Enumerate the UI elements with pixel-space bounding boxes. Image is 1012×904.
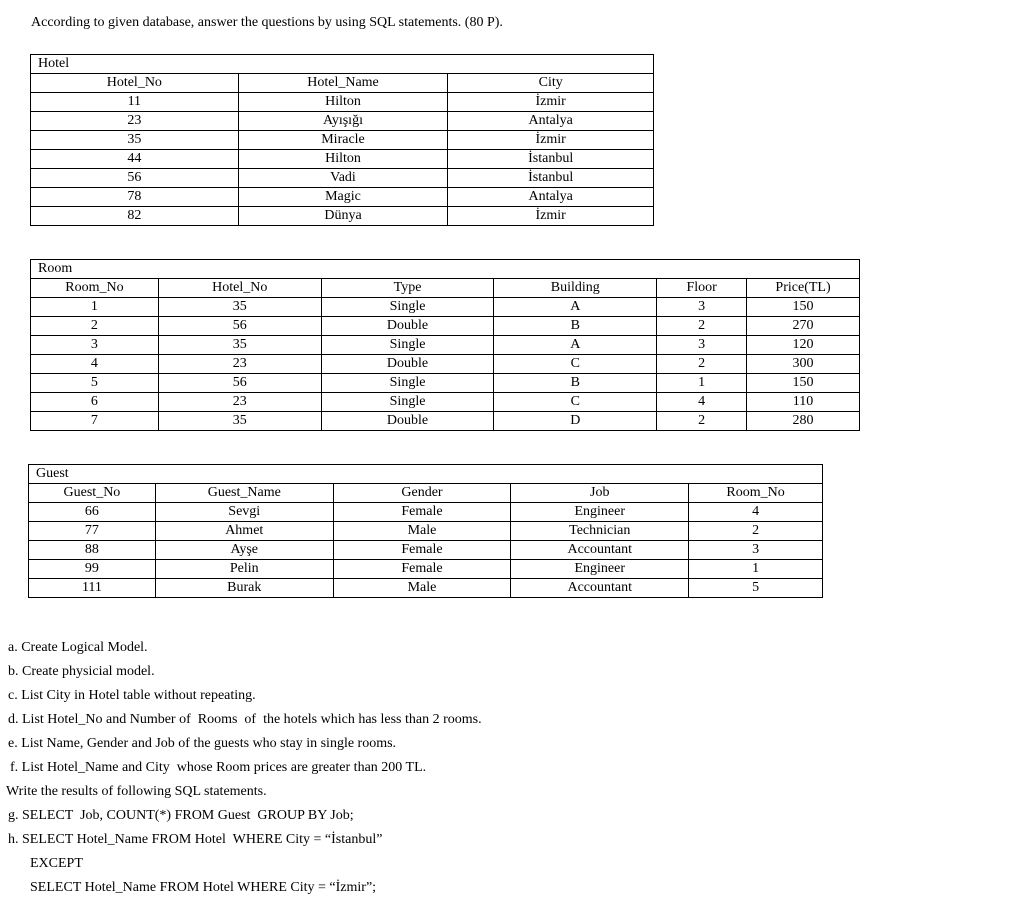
table-cell: 2 [31, 317, 159, 336]
column-header: Room_No [689, 484, 823, 503]
table-cell: 110 [747, 393, 860, 412]
hotel-table-title: Hotel [31, 55, 654, 74]
column-header: Guest_No [29, 484, 156, 503]
table-row [31, 112, 654, 131]
table-cell: Hilton [238, 150, 448, 169]
table-cell: Antalya [448, 188, 654, 207]
table-cell: Accountant [511, 579, 689, 598]
table-cell: 150 [747, 374, 860, 393]
table-cell: İstanbul [448, 150, 654, 169]
table-row [31, 169, 654, 188]
table-cell: 2 [689, 522, 823, 541]
table-cell: 2 [657, 355, 747, 374]
guest-table-title: Guest [29, 465, 823, 484]
table-cell: A [494, 336, 657, 355]
question-e: e. List Name, Gender and Job of the guests who stay in single rooms. [8, 736, 397, 751]
table-row [31, 131, 654, 150]
table-cell: Engineer [511, 503, 689, 522]
table-cell: 1 [689, 560, 823, 579]
table-row [31, 374, 860, 393]
hotel-table [30, 54, 654, 226]
table-cell: 3 [31, 336, 159, 355]
column-header: Building [494, 279, 657, 298]
table-header-row [31, 74, 654, 93]
table-cell: Technician [511, 522, 689, 541]
table-cell: 2 [657, 412, 747, 431]
table-cell: İzmir [448, 131, 654, 150]
table-cell: 23 [158, 355, 321, 374]
table-cell: Single [321, 393, 494, 412]
table-cell: 35 [31, 131, 239, 150]
table-row [29, 541, 823, 560]
table-cell: 82 [31, 207, 239, 226]
table-row [31, 188, 654, 207]
table-cell: Male [333, 579, 511, 598]
table-cell: Male [333, 522, 511, 541]
column-header: Hotel_No [158, 279, 321, 298]
table-cell: 4 [657, 393, 747, 412]
question-c: c. List City in Hotel table without repeating. [8, 688, 256, 703]
table-cell: Pelin [155, 560, 333, 579]
table-cell: Ayşe [155, 541, 333, 560]
table-cell: 66 [29, 503, 156, 522]
question-h-second-select: SELECT Hotel_Name FROM Hotel WHERE City = “İzmir”; [30, 880, 377, 895]
table-cell: Dünya [238, 207, 448, 226]
table-cell: 300 [747, 355, 860, 374]
table-cell: 78 [31, 188, 239, 207]
table-cell: Engineer [511, 560, 689, 579]
table-cell: 1 [657, 374, 747, 393]
sql-section-intro: Write the results of following SQL statements. [6, 784, 267, 799]
table-cell: Single [321, 298, 494, 317]
question-h-except: EXCEPT [30, 856, 83, 871]
table-cell: 111 [29, 579, 156, 598]
guest-table [28, 464, 823, 598]
table-cell: C [494, 355, 657, 374]
table-cell: Female [333, 541, 511, 560]
table-cell: 120 [747, 336, 860, 355]
table-cell: 6 [31, 393, 159, 412]
table-cell: D [494, 412, 657, 431]
table-cell: 4 [31, 355, 159, 374]
table-cell: 56 [158, 317, 321, 336]
column-header: Price(TL) [747, 279, 860, 298]
table-row [31, 150, 654, 169]
table-row [29, 503, 823, 522]
table-row [29, 579, 823, 598]
table-cell: 44 [31, 150, 239, 169]
table-cell: 5 [689, 579, 823, 598]
table-row [31, 207, 654, 226]
question-d: d. List Hotel_No and Number of Rooms of the hotels which has less than 2 rooms. [8, 712, 482, 727]
table-cell: 270 [747, 317, 860, 336]
table-cell: A [494, 298, 657, 317]
column-header: Job [511, 484, 689, 503]
table-cell: 88 [29, 541, 156, 560]
table-cell: 56 [158, 374, 321, 393]
room-table-title: Room [31, 260, 860, 279]
table-cell: Single [321, 336, 494, 355]
table-cell: Hilton [238, 93, 448, 112]
table-cell: 3 [657, 336, 747, 355]
table-cell: 150 [747, 298, 860, 317]
column-header: Room_No [31, 279, 159, 298]
table-cell: 35 [158, 298, 321, 317]
table-cell: Accountant [511, 541, 689, 560]
table-cell: Magic [238, 188, 448, 207]
table-cell: 99 [29, 560, 156, 579]
column-header: Hotel_Name [238, 74, 448, 93]
table-cell: 35 [158, 336, 321, 355]
table-cell: Single [321, 374, 494, 393]
table-cell: Ayışığı [238, 112, 448, 131]
table-cell: B [494, 317, 657, 336]
table-cell: Ahmet [155, 522, 333, 541]
table-cell: Female [333, 503, 511, 522]
table-cell: 4 [689, 503, 823, 522]
table-row [29, 522, 823, 541]
table-row [29, 560, 823, 579]
table-cell: Female [333, 560, 511, 579]
table-cell: 56 [31, 169, 239, 188]
table-cell: 11 [31, 93, 239, 112]
table-cell: İzmir [448, 207, 654, 226]
table-cell: 35 [158, 412, 321, 431]
table-cell: Burak [155, 579, 333, 598]
column-header: Type [321, 279, 494, 298]
table-cell: Vadi [238, 169, 448, 188]
table-cell: 23 [158, 393, 321, 412]
room-table [30, 259, 860, 431]
column-header: Gender [333, 484, 511, 503]
question-a: a. Create Logical Model. [8, 640, 148, 655]
table-cell: 77 [29, 522, 156, 541]
column-header: Hotel_No [31, 74, 239, 93]
table-cell: 23 [31, 112, 239, 131]
question-h: h. SELECT Hotel_Name FROM Hotel WHERE City = “İstanbul” [8, 832, 383, 847]
table-header-row [29, 484, 823, 503]
table-cell: Sevgi [155, 503, 333, 522]
table-cell: Double [321, 355, 494, 374]
table-cell: 7 [31, 412, 159, 431]
table-row [31, 412, 860, 431]
table-header-row [31, 279, 860, 298]
table-cell: C [494, 393, 657, 412]
table-row [31, 393, 860, 412]
question-b: b. Create physicial model. [8, 664, 155, 679]
table-cell: Double [321, 412, 494, 431]
column-header: City [448, 74, 654, 93]
column-header: Guest_Name [155, 484, 333, 503]
table-row [31, 317, 860, 336]
assignment-intro: According to given database, answer the questions by using SQL statements. (80 P). [31, 15, 503, 30]
table-row [31, 93, 654, 112]
table-cell: Double [321, 317, 494, 336]
table-cell: B [494, 374, 657, 393]
question-f: f. List Hotel_Name and City whose Room prices are greater than 200 TL. [10, 760, 427, 775]
table-cell: 3 [689, 541, 823, 560]
table-cell: 280 [747, 412, 860, 431]
table-cell: Miracle [238, 131, 448, 150]
table-cell: 5 [31, 374, 159, 393]
table-row [31, 355, 860, 374]
table-row [31, 336, 860, 355]
table-cell: İzmir [448, 93, 654, 112]
table-cell: İstanbul [448, 169, 654, 188]
question-g: g. SELECT Job, COUNT(*) FROM Guest GROUP BY Job; [8, 808, 354, 823]
table-cell: Antalya [448, 112, 654, 131]
table-cell: 2 [657, 317, 747, 336]
table-cell: 3 [657, 298, 747, 317]
table-row [31, 298, 860, 317]
column-header: Floor [657, 279, 747, 298]
table-cell: 1 [31, 298, 159, 317]
